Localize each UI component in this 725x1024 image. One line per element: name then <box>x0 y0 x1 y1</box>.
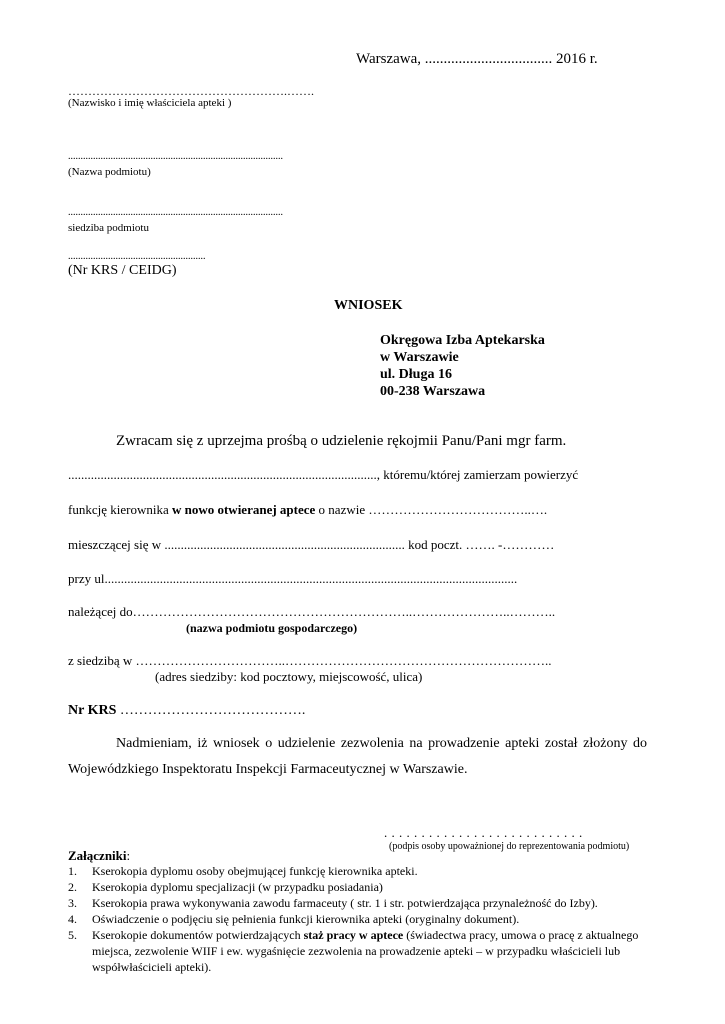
signature-caption: (podpis osoby upoważnionej do reprezentowania podmiotu) <box>389 841 630 852</box>
attachments-list <box>68 863 668 975</box>
list-item <box>68 879 668 895</box>
recipient-address <box>380 332 545 400</box>
krs-number-line <box>68 703 305 719</box>
recipient-line-4: 00-238 Warszawa <box>380 384 486 399</box>
submission-note-line-2: Wojewódzkiego Inspektoratu Inspekcji Farmaceutycznej w Warszawie. <box>68 762 468 777</box>
owner-name-caption: (Nazwisko i imię właściciela apteki ) <box>68 97 232 109</box>
entity-seat-line-caption: (adres siedziby: kod pocztowy, miejscowość, ulica) <box>155 669 423 684</box>
submission-note-line-1: Nadmieniam, iż wniosek o udzielenie zezwolenia na prowadzenie apteki został złożony do <box>116 736 647 751</box>
pharmacy-location-line: mieszczącej się w .......................................................................... kod poczt. ……. -………… <box>68 537 555 552</box>
pharmacy-name-prefix: funkcję kierownika <box>68 502 172 517</box>
request-intro: Zwracam się z uprzejma prośbą o udzielenie rękojmii Panu/Pani mgr farm. <box>116 433 567 449</box>
list-item <box>68 927 668 975</box>
list-item-number: 3. <box>68 896 77 910</box>
recipient-line-2: w Warszawie <box>380 350 459 365</box>
pharmacy-street-line: przy ul............................................................................................................................... <box>68 571 518 586</box>
work-experience-emphasis: staż pracy w aptece <box>303 928 404 942</box>
owner-entity-line: należącej do………………………………………………………..…………………..……….. <box>68 604 556 619</box>
list-item <box>68 895 668 911</box>
entity-seat-caption: siedziba podmiotu <box>68 222 149 234</box>
list-item-text: Kserokopia dyplomu specjalizacji (w przypadku posiadania) <box>92 880 383 894</box>
list-item-number: 2. <box>68 880 77 894</box>
list-item-text: Kserokopia prawa wykonywania zawodu farmaceuty ( str. 1 i str. potwierdzająca przynależność do Izby). <box>92 896 598 910</box>
entity-name-caption: (Nazwa podmiotu) <box>68 166 151 178</box>
owner-entity-caption: (nazwa podmiotu gospodarczego) <box>186 621 358 635</box>
krs-caption: (Nr KRS / CEIDG) <box>68 263 177 278</box>
date-line: Warszawa, .................................. 2016 r. <box>356 51 598 67</box>
signature-dots: . . . . . . . . . . . . . . . . . . . . . . . . . . . <box>384 825 583 840</box>
new-pharmacy-emphasis: w nowo otwieranej aptece <box>171 502 316 517</box>
attachments-heading <box>68 848 130 864</box>
list-item-text: Kserokopia dyplomu osoby obejmującej funkcję kierownika apteki. <box>92 864 418 878</box>
list-item-text <box>92 928 638 974</box>
krs-dots: ....................................................... <box>68 251 206 262</box>
krs-number-label: Nr KRS <box>68 703 117 718</box>
entity-seat-dots: ...................................................................................... <box>68 207 283 218</box>
entity-seat-line: z siedzibą w ……………………………..…………………………………………………….. <box>68 653 552 668</box>
attachments-heading-label: Załączniki <box>68 848 127 863</box>
work-experience-prefix: Kserokopie dokumentów potwierdzających <box>92 928 304 942</box>
list-item <box>68 863 668 879</box>
work-experience-suffix: (świadectwa pracy, umowa o pracę z aktualnego miejsca, zezwolenie WIIF i ew. wygaśnięcie zezwolenia na prowadzenie apteki – w przypadku właścicieli lub współwłaścicieli apteki). <box>92 928 639 974</box>
list-item-number: 1. <box>68 864 77 878</box>
entity-name-dots: ...................................................................................... <box>68 151 283 162</box>
list-item-number: 4. <box>68 912 77 926</box>
attachments-heading-colon: : <box>126 848 131 863</box>
pharmacy-name-suffix: o nazwie ………………………………..…. <box>315 502 548 517</box>
recipient-line-1: Okręgowa Izba Aptekarska <box>380 333 545 348</box>
pharmacist-name-line: ..............................................................................................., któremu/której zamierzam powierzyć <box>68 467 579 482</box>
pharmacy-name-line <box>68 502 547 518</box>
owner-name-dots: ……………………………………………….……. <box>68 84 314 98</box>
list-item <box>68 911 668 927</box>
recipient-line-3: ul. Długa 16 <box>380 367 452 382</box>
list-item-text: Oświadczenie o podjęciu się pełnienia funkcji kierownika apteki (oryginalny dokument). <box>92 912 520 926</box>
document-title: WNIOSEK <box>334 298 403 313</box>
list-item-number: 5. <box>68 928 77 942</box>
krs-number-dots: …………………………………. <box>116 703 306 718</box>
